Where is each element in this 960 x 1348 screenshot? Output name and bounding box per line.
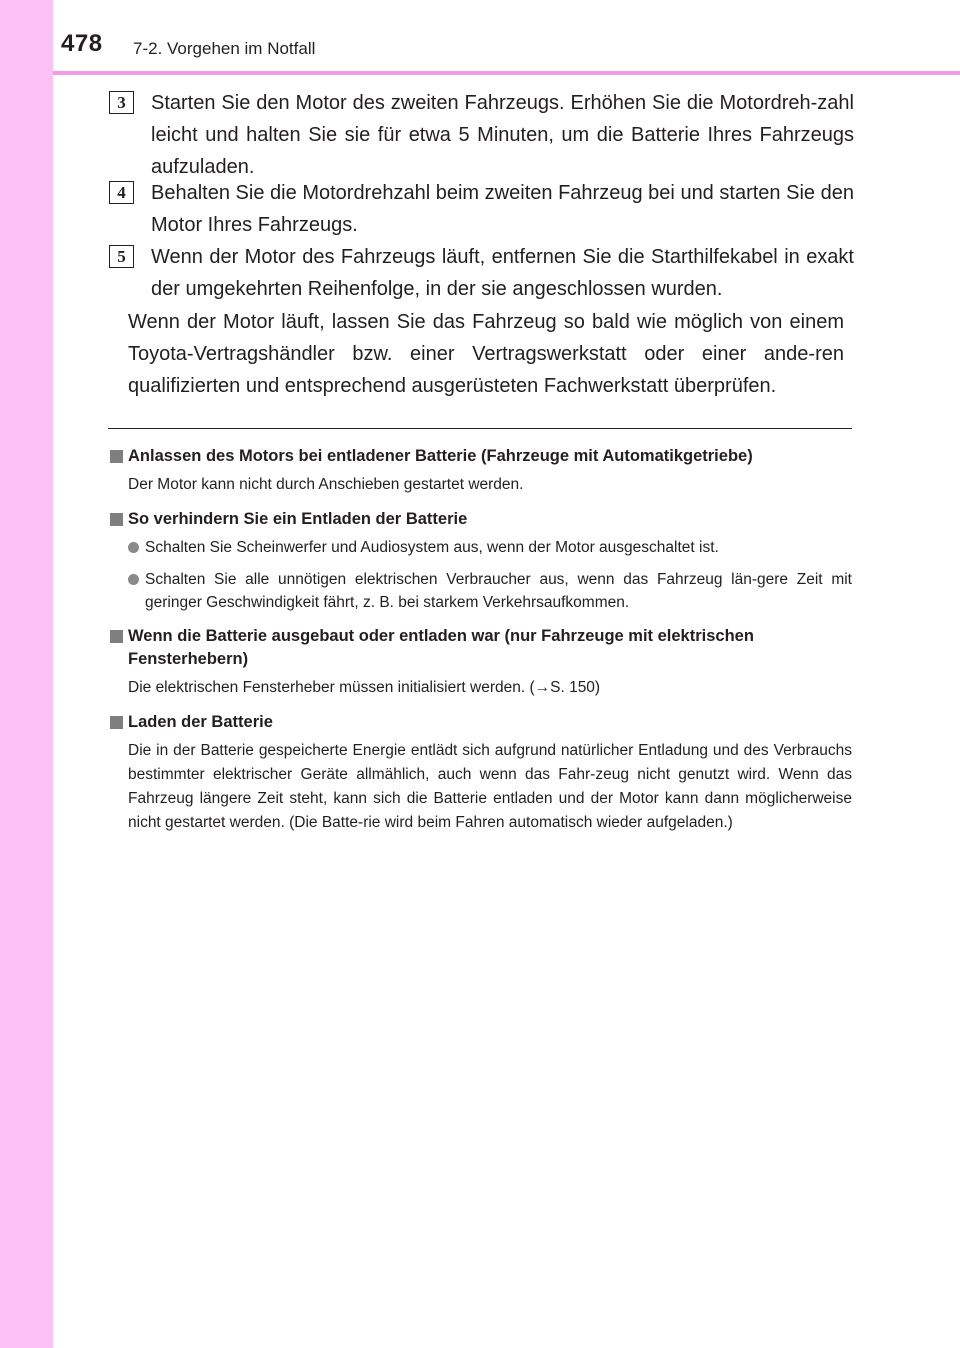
square-bullet-icon <box>110 513 123 526</box>
note-body: Die in der Batterie gespeicherte Energie entlädt sich aufgrund natürlicher Entladung und des Verbrauchs bestimmter elektrischer Geräte allmählich, auch wenn das Fahr-zeug nicht genutzt wird. Wenn das Fahrzeug längere Zeit steht, kann sich die Batterie entladen und der Motor kann dann möglicherweise nicht gestartet werden. (Die Batte-rie wird beim Fahren automatisch wieder aufgeladen.) <box>128 742 852 831</box>
step-text: Behalten Sie die Motordrehzahl beim zweiten Fahrzeug bei und starten Sie den Motor Ihres Fahrzeugs. <box>151 182 854 236</box>
step-number: 3 <box>109 91 134 114</box>
section-divider <box>108 428 852 429</box>
notes-section <box>108 445 852 835</box>
square-bullet-icon <box>110 450 123 463</box>
side-color-bar <box>0 0 53 1348</box>
note-heading: So verhindern Sie ein Entladen der Batterie <box>108 508 852 531</box>
note-heading: Laden der Batterie <box>108 711 852 734</box>
list-item: Schalten Sie alle unnötigen elektrischen Verbraucher aus, wenn das Fahrzeug län-gere Zeit mit geringer Geschwindigkeit fährt, z. B. bei starkem Verkehrsaufkommen. <box>108 568 852 614</box>
note-heading: Anlassen des Motors bei entladener Batterie (Fahrzeuge mit Automatikgetriebe) <box>108 445 852 468</box>
step-text: Wenn der Motor des Fahrzeugs läuft, entfernen Sie die Starthilfekabel in exakt der umgekehrten Reihenfolge, in der sie angeschlossen wurden. <box>151 246 854 300</box>
body-paragraph: Wenn der Motor läuft, lassen Sie das Fahrzeug so bald wie möglich von einem Toyota-Vertragshändler bzw. einer Vertragswerkstatt oder einer ande-ren qualifizierten und entsprechend ausgerüsteten Fachwerkstatt überprüfen. <box>128 311 844 397</box>
header-rule <box>53 71 960 75</box>
section-title: 7-2. Vorgehen im Notfall <box>133 39 316 58</box>
circle-bullet-icon <box>128 542 139 553</box>
list-item: Schalten Sie Scheinwerfer und Audiosystem aus, wenn der Motor ausgeschaltet ist. <box>108 536 852 559</box>
step-text: Starten Sie den Motor des zweiten Fahrzeugs. Erhöhen Sie die Motordreh-zahl leicht und halten Sie sie für etwa 5 Minuten, um die Batterie Ihres Fahrzeugs aufzuladen. <box>151 92 854 178</box>
page-number: 478 <box>61 30 103 57</box>
step-5 <box>109 241 854 305</box>
circle-bullet-icon <box>128 574 139 585</box>
note-body: Die elektrischen Fensterheber müssen initialisiert werden. (→S. 150) <box>128 679 601 696</box>
square-bullet-icon <box>110 630 123 643</box>
note-body: Der Motor kann nicht durch Anschieben gestartet werden. <box>128 476 524 493</box>
step-3 <box>109 87 854 183</box>
square-bullet-icon <box>110 716 123 729</box>
step-4 <box>109 177 854 241</box>
note-heading: Wenn die Batterie ausgebaut oder entladen war (nur Fahrzeuge mit elektrischen Fensterhebern) <box>108 625 852 671</box>
step-number: 5 <box>109 245 134 268</box>
step-number: 4 <box>109 181 134 204</box>
